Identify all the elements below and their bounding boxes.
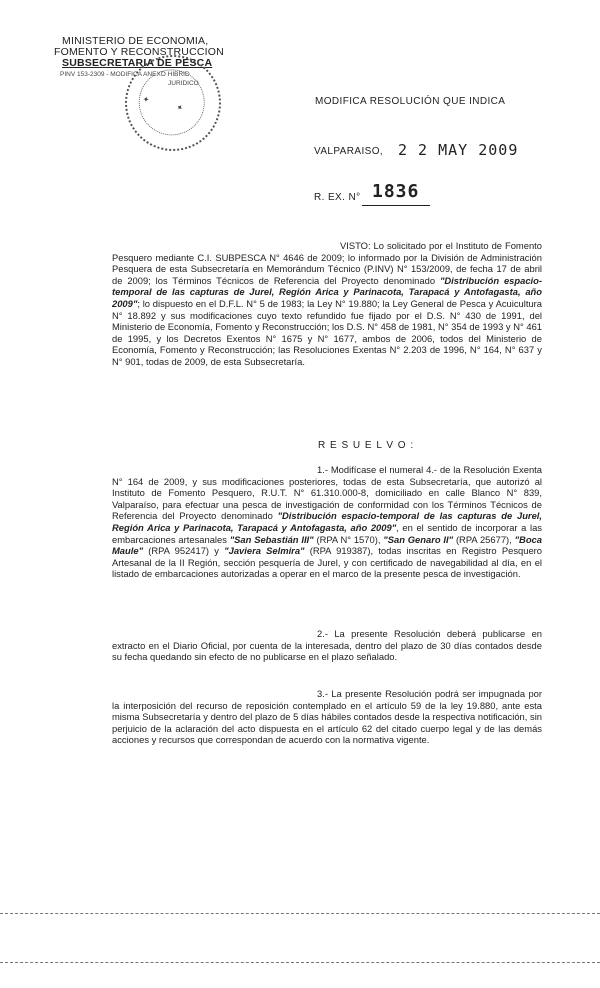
rex-label: R. EX. N° bbox=[314, 192, 361, 203]
issue-date: 2 2 MAY 2009 bbox=[398, 141, 519, 159]
visto-text-2: ; lo dispuesto en el D.F.L. N° 5 de 1983; la Ley N° 19.880; la Ley General de Pesca y Acuicultura N° 18.892 y sus modificaciones cuyo texto refundido fue fijado por el D.S. N° 430 de 1991, del Ministerio de Economía, Fomento y Reconstrucción; los D.S. N° 458 de 1981, N° 354 de 1993 y N° 461 de 1995, y los Decretos Exentos N° 1675 y N° 1677, ambos de 2006, todos del Ministerio de Economía, Fomento y Reconstrucción; las Resoluciones Exentas N° 2.203 de 1996, N° 164, N° 637 y N° 901, todas de 2009, de esta Subsecretaría. bbox=[112, 297, 542, 367]
vessel-san-genaro: "San Genaro II" bbox=[383, 533, 454, 545]
seal-stamp-icon: ✦ ✦ bbox=[113, 43, 234, 164]
place-label: VALPARAISO, bbox=[314, 146, 384, 157]
ministry-line-1: MINISTERIO DE ECONOMIA, bbox=[62, 35, 209, 47]
scan-divider-bottom bbox=[0, 962, 600, 963]
rex-underline bbox=[362, 205, 430, 206]
rex-number: 1836 bbox=[372, 181, 420, 202]
visto-project-name: "Distribución espacio-temporal de las capturas de Jurel, Región Arica y Parinacota, Tarapacá y Antofagasta, año 2009" bbox=[112, 274, 543, 309]
vessel-1-rpa: (RPA N° 1570), bbox=[313, 533, 384, 545]
resolution-subject: MODIFICA RESOLUCIÓN QUE INDICA bbox=[315, 96, 506, 107]
item1-project-name: "Distribución espacio-temporal de las capturas de Jurel, Región Arica y Parinacota, Tarapacá y Antofagasta, año 2009" bbox=[112, 510, 542, 533]
ministry-line-2: FOMENTO Y RECONSTRUCCION bbox=[54, 46, 224, 58]
resolution-item-1 bbox=[112, 464, 542, 580]
visto-text-1: VISTO: Lo solicitado por el Instituto de Fomento Pesquero mediante C.I. SUBPESCA N° 4646 de 2009; lo informado por la División de Administración Pesquera de esta Subsecretaría en Memorándum Técnico (P.INV) N° 153/2009, de fecha 17 de abril de 2009; los Términos Técnicos de Referencia del Proyecto denominado bbox=[112, 240, 542, 286]
visto-paragraph bbox=[112, 240, 542, 368]
vessel-2-rpa: (RPA 25677), bbox=[453, 533, 515, 545]
vessel-boca-maule: "Boca Maule" bbox=[112, 533, 542, 557]
item1-text-a: 1.- Modifícase el numeral 4.- de la Resolución Exenta N° 164 de 2009, y sus modificaciones posteriores, todas de esta Subsecretaría, que autorizó al Instituto de Fomento Pesquero, R.U.T. N° 61.310.000-8, domiciliado en calle Blanco N° 839, Valparaíso, para efectuar una pesca de investigación de conformidad con los Términos Técnicos de Referencia del Proyecto denominado bbox=[112, 464, 542, 522]
resolution-item-2: 2.- La presente Resolución deberá publicarse en extracto en el Diario Oficial, por cuenta de la interesada, dentro del plazo de 30 días contados desde su fecha quedando sin efecto de no publicarse en el plazo señalado. bbox=[112, 628, 542, 663]
vessel-san-sebastian: "San Sebastián III" bbox=[229, 533, 314, 545]
item1-text-c: (RPA 919387), todas inscritas en Registro Pesquero Artesanal de la II Región, sección pesquería de Jurel, y con certificado de navegabilidad al día, en el listado de embarcaciones autorizadas a operar en el marco de la presente pesca de investigación. bbox=[112, 545, 542, 580]
subsecretaria-name: SUBSECRETARIA DE PESCA bbox=[62, 57, 213, 69]
juridico-label: JURIDICO bbox=[168, 80, 199, 87]
vessel-javiera-selmira: "Javiera Selmira" bbox=[224, 545, 305, 557]
scan-divider-top bbox=[0, 913, 600, 914]
resolution-item-3: 3.- La presente Resolución podrá ser impugnada por la interposición del recurso de reposición contemplado en el artículo 59 de la ley 19.880, ante esta misma Subsecretaría y dentro del plazo de 5 días hábiles contados desde la respectiva notificación, sin perjuicio de la aclaración del acto dispuesta en el artículo 62 del citado cuerpo legal y de las demás acciones y recursos que correspondan de acuerdo con la normativa vigente. bbox=[112, 688, 542, 746]
vessel-3-rpa: (RPA 952417) y bbox=[143, 545, 225, 557]
pinv-code: PINV 153-2309 - MODIFICA ANEXO HIBRID bbox=[60, 71, 190, 78]
resuelvo-heading: R E S U E L V O : bbox=[318, 440, 415, 451]
item1-text-b: , en el sentido de incorporar a las embarcaciones artesanales bbox=[112, 521, 542, 545]
